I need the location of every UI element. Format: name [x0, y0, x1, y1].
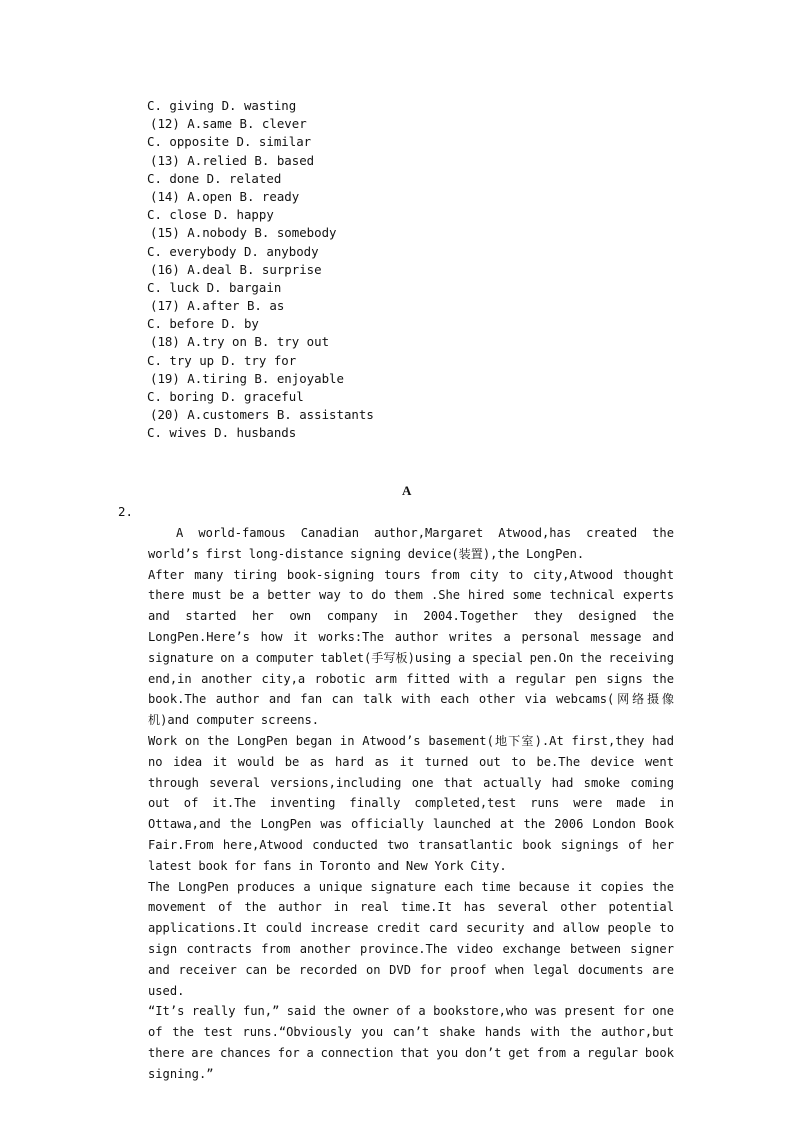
reading-passage: [148, 523, 674, 1085]
option-line: C. wives D. husbands: [147, 425, 297, 441]
option-line: (20) A.customers B. assistants: [150, 407, 374, 423]
option-line: C. boring D. graceful: [147, 389, 304, 404]
option-line: (19) A.tiring B. enjoyable: [150, 370, 344, 386]
option-line: C. before D. by: [147, 316, 259, 332]
option-line: C. try up D. try for: [147, 352, 297, 368]
option-line: C. luck D. bargain: [147, 279, 282, 295]
option-line: (14) A.open B. ready: [150, 188, 300, 204]
option-line: (15) A.nobody B. somebody: [150, 225, 337, 241]
passage-paragraph: After many tiring book-signing tours from city to city,Atwood thought there must be a better way to do them .She hired some technical experts and started her own company in 2004.Together they designed the LongPen.Here’s how it works:The author writes a personal message and signature on a computer tablet(手写板)using a special pen.On the receiving end,in another city,a robotic arm fitted with a regular pen signs the book.The author and fan can talk with each other via webcams(网络摄像机)and computer screens.: [148, 567, 674, 728]
section-heading: A: [402, 483, 412, 498]
passage-paragraph: The LongPen produces a unique signature each time because it copies the movement of the author in real time.It has several other potential applications.It could increase credit card security and allow people to sign contracts from another province.The video exchange between signer and receiver can be recorded on DVD for proof when legal documents are used.: [148, 879, 674, 998]
option-line: C. done D. related: [147, 170, 282, 186]
option-line: C. opposite D. similar: [147, 134, 312, 150]
option-line: (18) A.try on B. try out: [150, 334, 330, 350]
option-line: C. close D. happy: [147, 207, 274, 223]
option-line: C. giving D. wasting: [147, 98, 297, 113]
option-line: (17) A.after B. as: [150, 298, 285, 314]
passage-paragraph: Work on the LongPen began in Atwood’s basement(地下室).At first,they had no idea it would be as hard as it turned out to be.The device went through several versions,including one that actually had smoke coming out of it.The inventing finally completed,test runs were made in Ottawa,and the LongPen was officially launched at the 2006 London Book Fair.From here,Atwood conducted two transatlantic book signings of her latest book for fans in Toronto and New York City.: [148, 733, 674, 873]
option-line: (12) A.same B. clever: [150, 116, 307, 132]
passage-paragraph: “It’s really fun,” said the owner of a bookstore,who was present for one of the test runs.“Obviously you can’t shake hands with the author,but there are chances for a connection that you don’t get from a regular book signing.”: [148, 1004, 674, 1081]
passage-paragraph: A world-famous Canadian author,Margaret Atwood,has created the world’s first long-distance signing device(装置),the LongPen.: [148, 526, 674, 561]
answer-options-list: [147, 97, 567, 443]
option-line: C. everybody D. anybody: [147, 243, 319, 259]
option-line: (16) A.deal B. surprise: [150, 261, 322, 277]
option-line: (13) A.relied B. based: [150, 152, 315, 168]
question-number: 2.: [118, 504, 133, 519]
